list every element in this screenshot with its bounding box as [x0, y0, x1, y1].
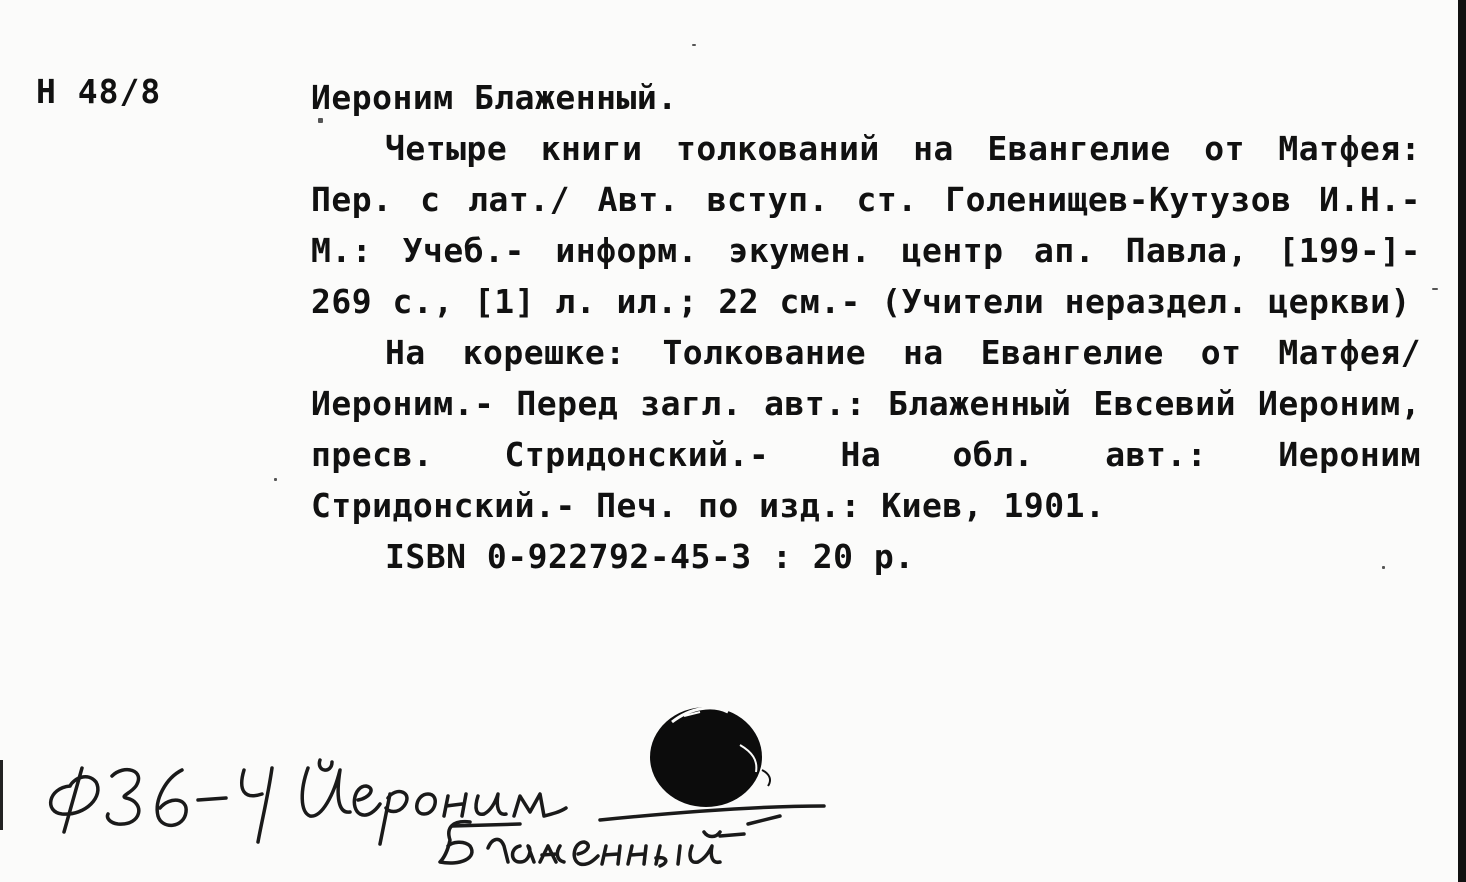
scan-speck	[692, 44, 696, 46]
scan-speck	[274, 478, 277, 481]
scan-speck	[318, 118, 323, 123]
scan-speck	[1382, 566, 1385, 569]
title-description: Четыре книги толкований на Евангелие от Матфея: Пер. с лат./ Авт. вступ. ст. Голенищев-Кутузов И.Н.- М.: Учеб.- информ. экумен. центр ап. Павла, [199-]- 269 с., [1] л. ил.; 22 см.- (Учители нераздел. церкви)	[311, 129, 1421, 321]
shelfmark: Н 48/8	[36, 72, 162, 111]
author-heading: Иероним Блаженный.	[311, 78, 678, 117]
scan-speck	[1432, 288, 1438, 290]
notes-description: На корешке: Толкование на Евангелие от Матфея/ Иероним.- Перед загл. авт.: Блаженный Евсевий Иероним, пресв. Стридонский.- На обл. авт.: Иероним Стридонский.- Печ. по изд.: Киев, 1901.	[311, 333, 1421, 525]
isbn-line: ISBN 0-922792-45-3 : 20 р.	[385, 537, 915, 576]
